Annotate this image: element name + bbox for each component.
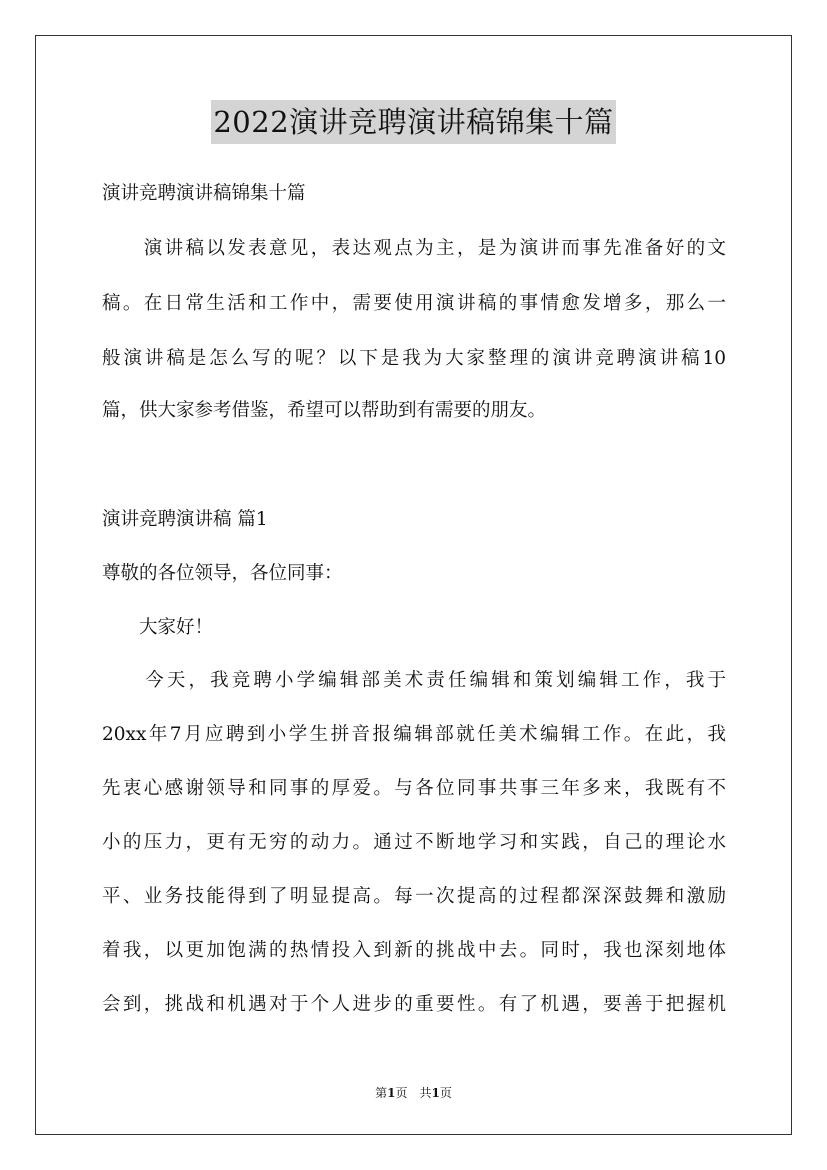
body-line-7: 会到，挑战和机遇对于个人进步的重要性。有了机遇，要善于把握机 xyxy=(102,994,726,1015)
document-title: 2022演讲竞聘演讲稿锦集十篇 xyxy=(211,100,615,144)
footer-mid: 页 共 xyxy=(395,1086,432,1100)
title-wrap xyxy=(0,100,827,144)
subtitle: 演讲竞聘演讲稿锦集十篇 xyxy=(102,183,306,204)
intro-line-3: 般演讲稿是怎么写的呢？以下是我为大家整理的演讲竞聘演讲稿10 xyxy=(102,348,726,369)
intro-line-4: 篇，供大家参考借鉴，希望可以帮助到有需要的朋友。 xyxy=(102,400,547,421)
page-footer xyxy=(0,1085,827,1101)
footer-suffix: 页 xyxy=(439,1086,452,1100)
body-line-6: 着我，以更加饱满的热情投入到新的挑战中去。同时，我也深刻地体 xyxy=(102,940,726,961)
section-heading: 演讲竞聘演讲稿 篇1 xyxy=(102,509,268,530)
greeting: 大家好！ xyxy=(102,617,214,638)
footer-total-pages: 1 xyxy=(431,1086,440,1100)
intro-line-1: 演讲稿以发表意见，表达观点为主，是为演讲而事先准备好的文 xyxy=(102,238,726,259)
body-line-4: 小的压力，更有无穷的动力。通过不断地学习和实践，自己的理论水 xyxy=(102,832,726,853)
body-line-2: 20xx年7月应聘到小学生拼音报编辑部就任美术编辑工作。在此，我 xyxy=(102,724,726,745)
footer-page-number: 1 xyxy=(387,1086,396,1100)
salutation: 尊敬的各位领导，各位同事： xyxy=(102,563,343,584)
footer-prefix: 第 xyxy=(375,1086,388,1100)
body-line-5: 平、业务技能得到了明显提高。每一次提高的过程都深深鼓舞和激励 xyxy=(102,886,726,907)
intro-line-2: 稿。在日常生活和工作中，需要使用演讲稿的事情愈发增多，那么一 xyxy=(102,293,726,314)
body-line-1: 今天，我竞聘小学编辑部美术责任编辑和策划编辑工作，我于 xyxy=(102,670,726,691)
body-line-3: 先衷心感谢领导和同事的厚爱。与各位同事共事三年多来，我既有不 xyxy=(102,778,726,799)
